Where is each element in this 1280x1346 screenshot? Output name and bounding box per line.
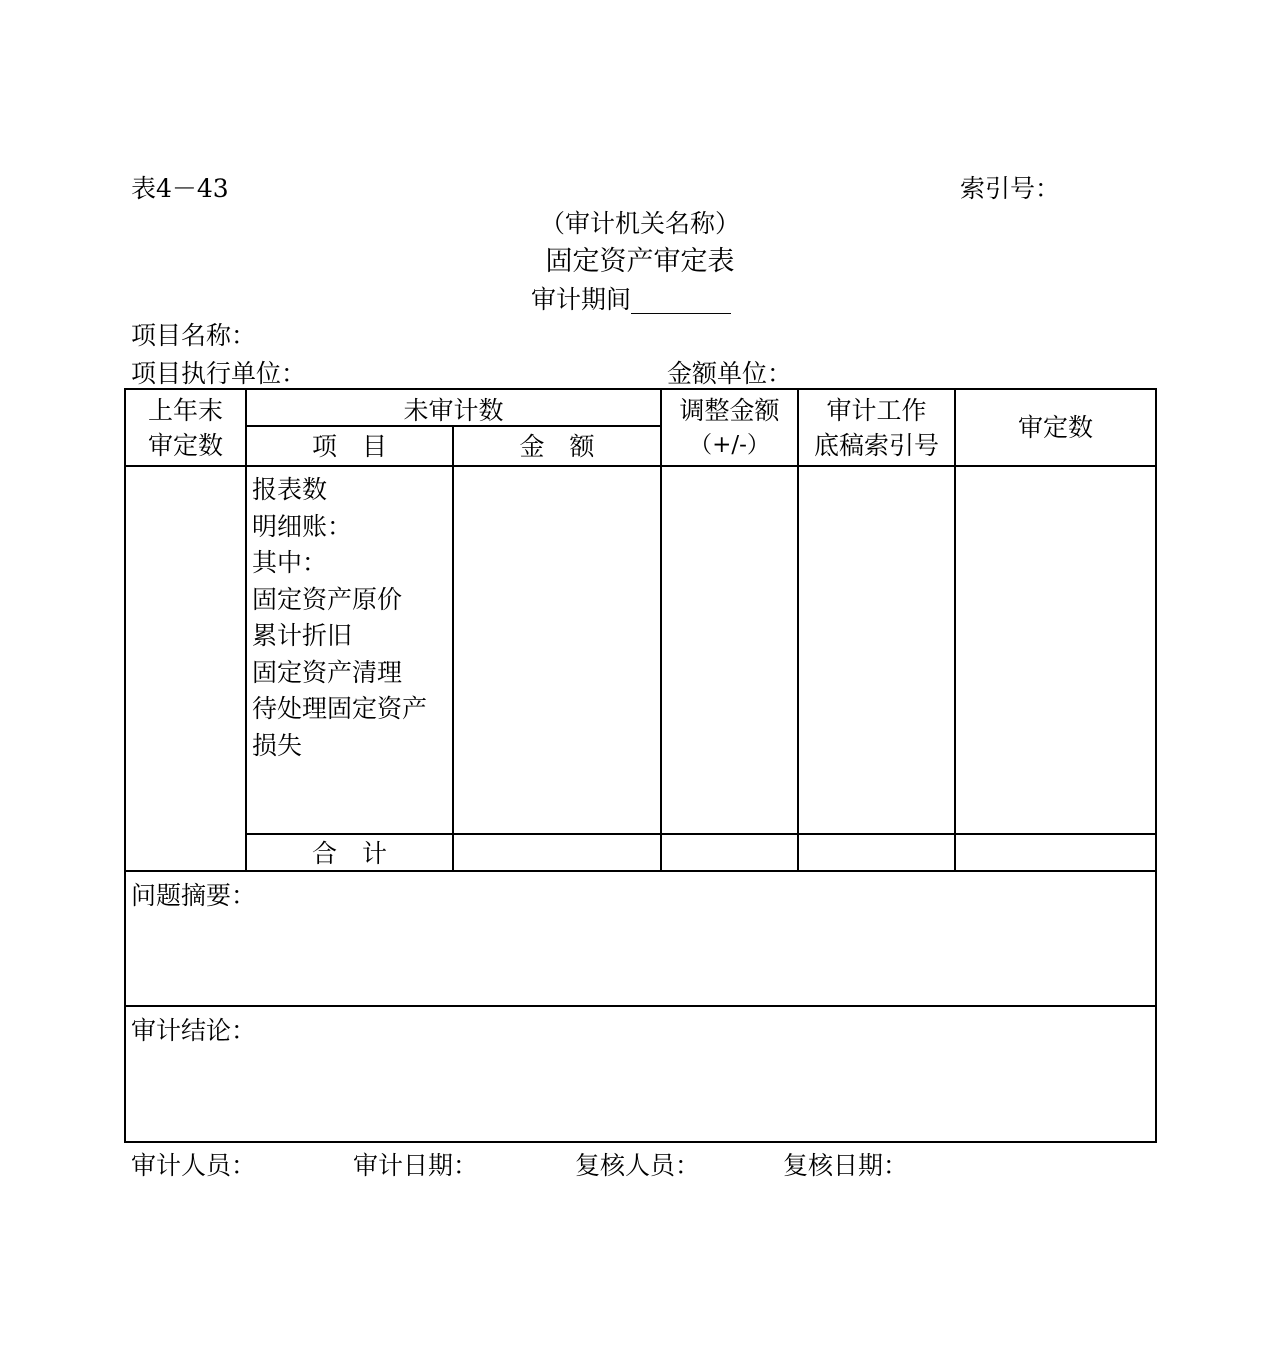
col-adjust-header-line1: 调整金额 [679, 396, 780, 425]
list-item: 报表数 [252, 475, 328, 504]
list-item: 累计折旧 [252, 621, 353, 650]
reviewer-label: 复核人员： [575, 1151, 701, 1180]
review-date-label: 复核日期： [783, 1151, 909, 1180]
project-name-label: 项目名称： [131, 321, 257, 350]
list-item: 其中： [252, 548, 328, 577]
table-top-border [124, 388, 1157, 390]
col-item-header: 项 目 [311, 432, 387, 461]
list-item: 待处理固定资产 [252, 694, 428, 723]
col-approved-header: 审定数 [1017, 413, 1093, 442]
col-divider-2 [452, 425, 454, 872]
exec-unit-label: 项目执行单位： [131, 359, 307, 388]
table-bottom-border [124, 1141, 1157, 1143]
col-amount-header: 金 额 [519, 432, 595, 461]
col-prev-header-line2: 审定数 [147, 431, 223, 460]
index-number-label: 索引号： [960, 174, 1061, 203]
org-name: （审计机关名称） [539, 209, 740, 238]
amount-unit-label: 金额单位： [667, 359, 793, 388]
audit-period: 审计期间________ [531, 285, 732, 314]
col-adjust-header-line2: （+/-） [689, 432, 770, 458]
list-item: 明细账： [252, 511, 353, 541]
item-list [252, 472, 427, 764]
col-divider-5 [954, 388, 956, 872]
col-prev-header-line1: 上年末 [147, 396, 223, 425]
total-top-line [246, 833, 1157, 835]
col-ref-header-line2: 底稿索引号 [813, 431, 939, 460]
table-left-border [124, 388, 126, 1143]
list-item: 固定资产清理 [252, 657, 403, 687]
issues-summary-label: 问题摘要： [131, 881, 257, 910]
issues-bottom-line [124, 1005, 1157, 1007]
auditor-label: 审计人员： [131, 1151, 257, 1180]
table-right-border [1155, 388, 1157, 1143]
audit-conclusion-label: 审计结论： [131, 1016, 257, 1045]
list-item: 损失 [252, 730, 303, 760]
col-unaudited-header: 未审计数 [403, 396, 504, 425]
list-item: 固定资产原价 [252, 584, 403, 614]
header-bottom-line [124, 465, 1157, 467]
table-number: 表4－43 [131, 174, 229, 203]
audit-date-label: 审计日期： [353, 1151, 479, 1180]
page-title: 固定资产审定表 [545, 246, 735, 277]
total-label: 合 计 [311, 839, 387, 868]
col-ref-header-line1: 审计工作 [826, 396, 927, 425]
